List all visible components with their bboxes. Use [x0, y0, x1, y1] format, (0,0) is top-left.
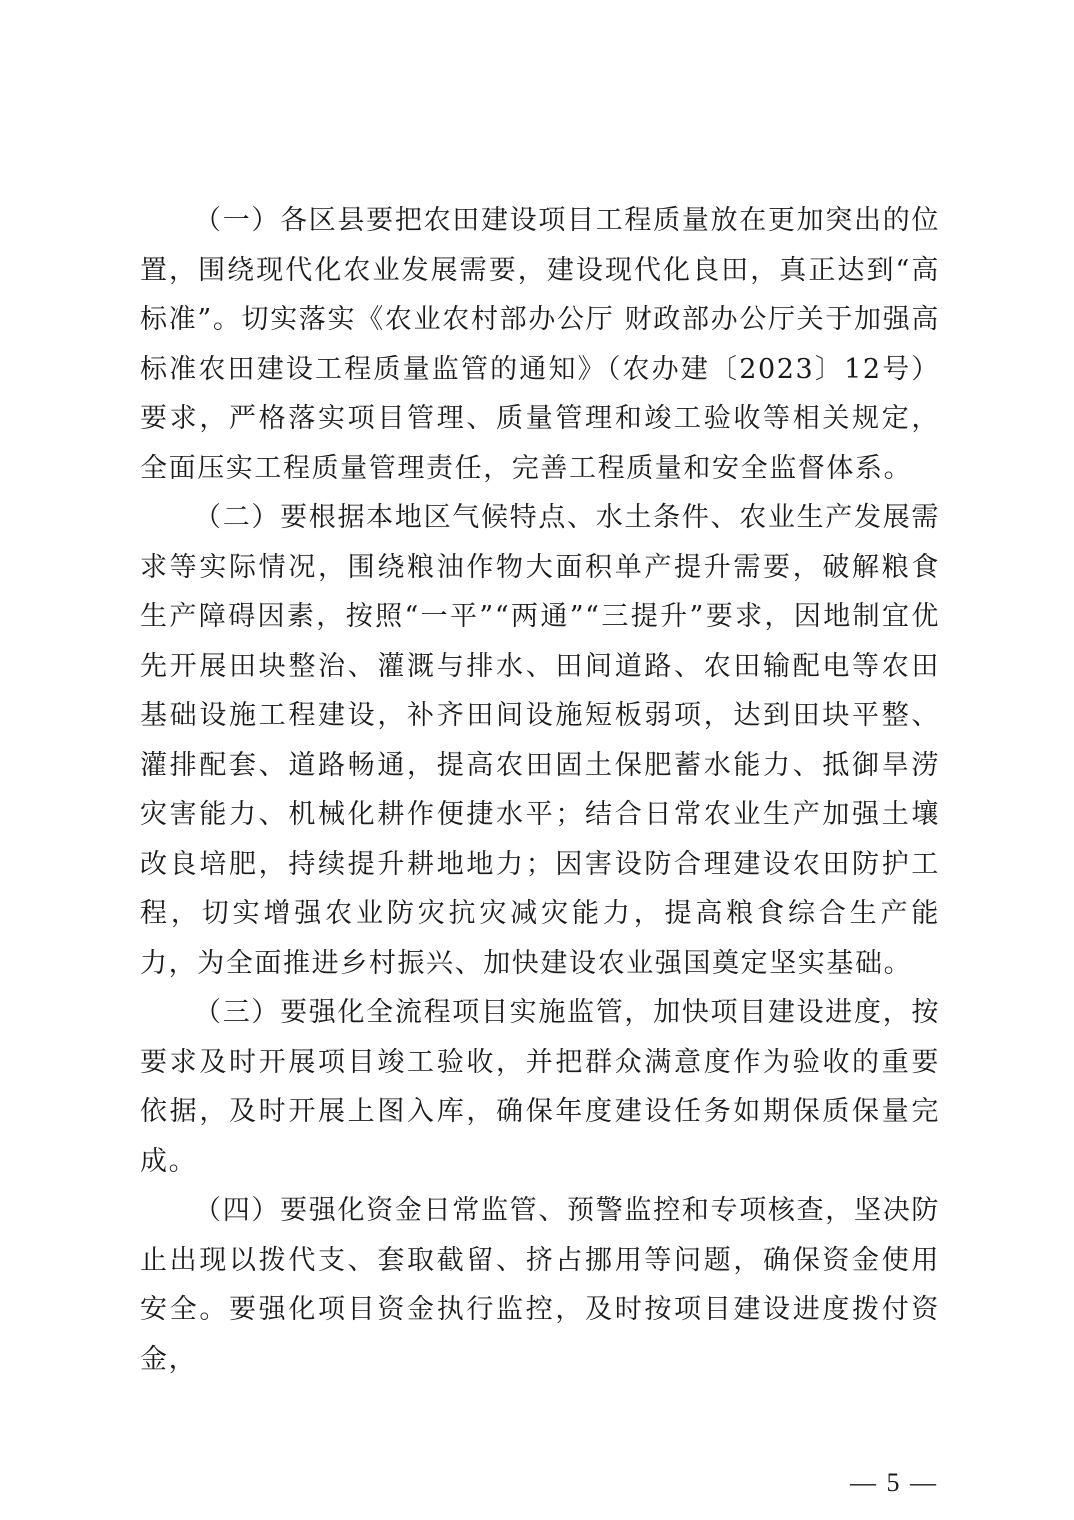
- document-body: [140, 196, 940, 1384]
- page-number: — 5 —: [850, 1468, 938, 1497]
- paragraph-2: （二）要根据本地区气候特点、水土条件、农业生产发展需求等实际情况，围绕粮油作物大面积单产提升需要，破解粮食生产障碍因素，按照“一平”“两通”“三提升”要求，因地制宜优先开展田块整治、灌溉与排水、田间道路、农田输配电等农田基础设施工程建设，补齐田间设施短板弱项，达到田块平整、灌排配套、道路畅通，提高农田固土保肥蓄水能力、抵御旱涝灾害能力、机械化耕作便捷水平；结合日常农业生产加强土壤改良培肥，持续提升耕地地力；因害设防合理建设农田防护工程，切实增强农业防灾抗灾减灾能力，提高粮食综合生产能力，为全面推进乡村振兴、加快建设农业强国奠定坚实基础。: [140, 502, 940, 979]
- paragraph-3: （三）要强化全流程项目实施监管，加快项目建设进度，按要求及时开展项目竣工验收，并把群众满意度作为验收的重要依据，及时开展上图入库，确保年度建设任务如期保质保量完成。: [140, 997, 940, 1177]
- paragraph-1: （一）各区县要把农田建设项目工程质量放在更加突出的位置，围绕现代化农业发展需要，建设现代化良田，真正达到“高标准”。切实落实《农业农村部办公厅 财政部办公厅关于加强高标准农田建设工程质量监管的通知》（农办建〔2023〕12号）要求，严格落实项目管理、质量管理和竣工验收等相关规定，全面压实工程质量管理责任，完善工程质量和安全监督体系。: [140, 205, 940, 484]
- paragraph-4: （四）要强化资金日常监管、预警监控和专项核查，坚决防止出现以拨代支、套取截留、挤占挪用等问题，确保资金使用安全。要强化项目资金执行监控，及时按项目建设进度拨付资金，: [140, 1195, 940, 1375]
